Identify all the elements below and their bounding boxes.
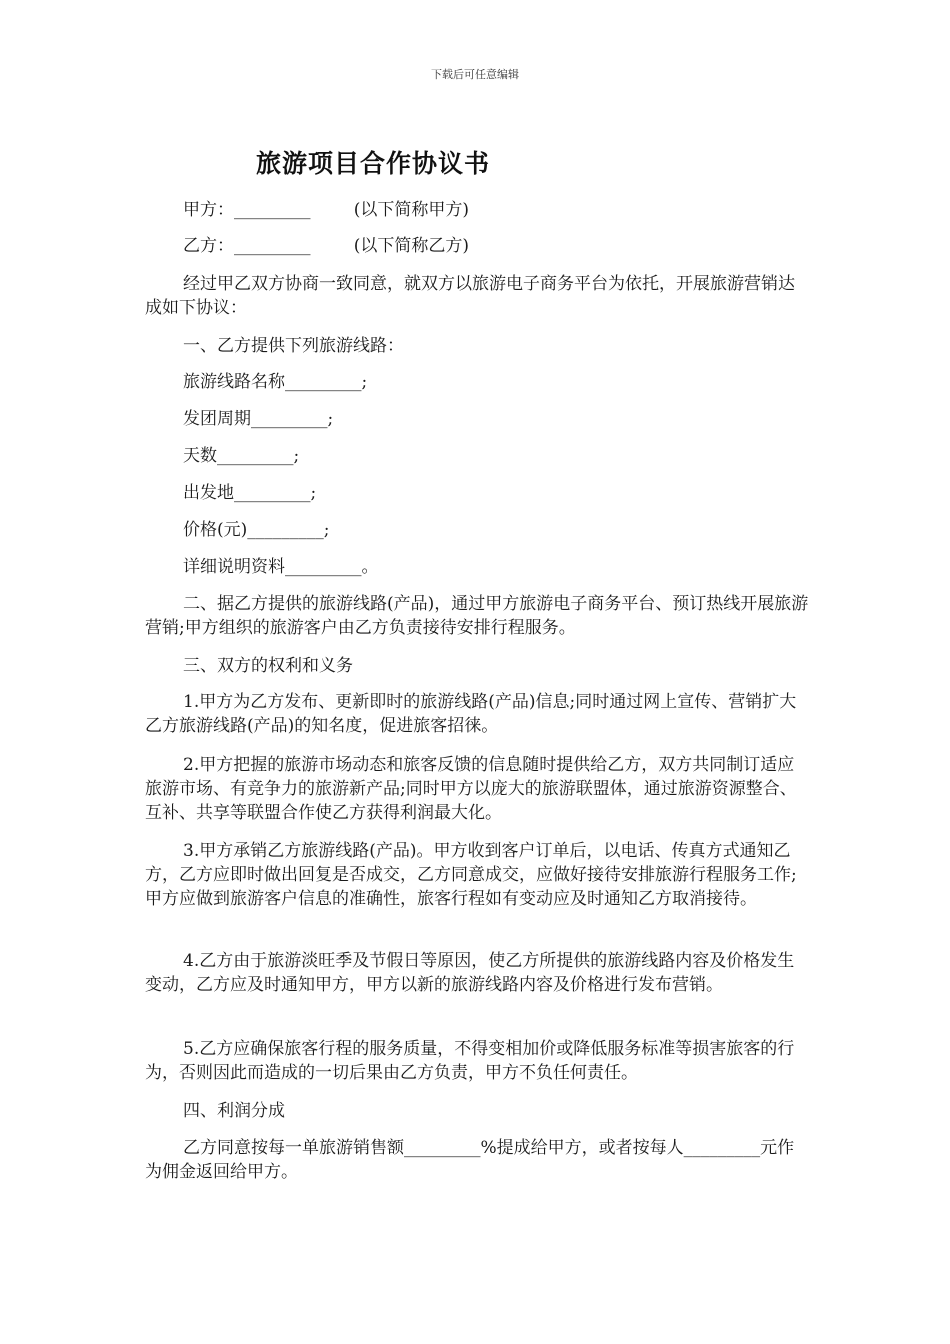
- document-title: 旅游项目合作协议书: [256, 149, 491, 178]
- party-a-line: 甲方：_________ (以下简称甲方): [183, 200, 469, 220]
- price-field: 价格(元)_________;: [183, 520, 330, 540]
- clause-3-3: 3.甲方承销乙方旅游线路(产品)。甲方收到客户订单后，以电话、传真方式通知乙方，乙方应即时做出回复是否成交，乙方同意成交，应做好接待安排旅游行程服务工作;甲方应做到旅游客户信息的准确性，旅客行程如有变动应及时通知乙方取消接待。: [145, 841, 797, 909]
- clause-3-1: 1.甲方为乙方发布、更新即时的旅游线路(产品)信息;同时通过网上宣传、营销扩大乙方旅游线路(产品)的知名度，促进旅客招徕。: [145, 692, 797, 736]
- departure-cycle-field: 发团周期_________;: [183, 409, 334, 429]
- section-2-paragraph: 二、据乙方提供的旅游线路(产品)，通过甲方旅游电子商务平台、预订热线开展旅游营销;甲方组织的旅游客户由乙方负责接待安排行程服务。: [145, 594, 809, 638]
- clause-3-4: 4.乙方由于旅游淡旺季及节假日等原因，使乙方所提供的旅游线路内容及价格发生变动，乙方应及时通知甲方，甲方以新的旅游线路内容及价格进行发布营销。: [145, 951, 795, 995]
- intro-paragraph: 经过甲乙双方协商一致同意，就双方以旅游电子商务平台为依托，开展旅游营销达成如下协议：: [145, 274, 795, 318]
- party-b-line: 乙方：_________ (以下简称乙方): [183, 236, 469, 256]
- profit-share-paragraph: 乙方同意按每一单旅游销售额_________%提成给甲方，或者按每人_________元作为佣金返回给甲方。: [145, 1138, 795, 1182]
- clause-3-5: 5.乙方应确保旅客行程的服务质量，不得变相加价或降低服务标准等损害旅客的行为，否则因此而造成的一切后果由乙方负责，甲方不负任何责任。: [145, 1039, 795, 1083]
- departure-place-field: 出发地_________;: [183, 483, 317, 503]
- section-1-heading: 一、乙方提供下列旅游线路：: [183, 336, 404, 356]
- clause-3-2: 2.甲方把握的旅游市场动态和旅客反馈的信息随时提供给乙方，双方共同制订适应旅游市场、有竞争力的旅游新产品;同时甲方以庞大的旅游联盟体，通过旅游资源整合、互补、共享等联盟合作使乙方获得利润最大化。: [145, 755, 797, 823]
- section-4-heading: 四、利润分成: [183, 1101, 285, 1121]
- section-3-heading: 三、双方的权利和义务: [183, 656, 353, 676]
- route-name-field: 旅游线路名称_________;: [183, 372, 368, 392]
- page-header-note: 下载后可任意编辑: [431, 68, 519, 81]
- details-field: 详细说明资料_________。: [183, 557, 379, 577]
- days-field: 天数_________;: [183, 446, 300, 466]
